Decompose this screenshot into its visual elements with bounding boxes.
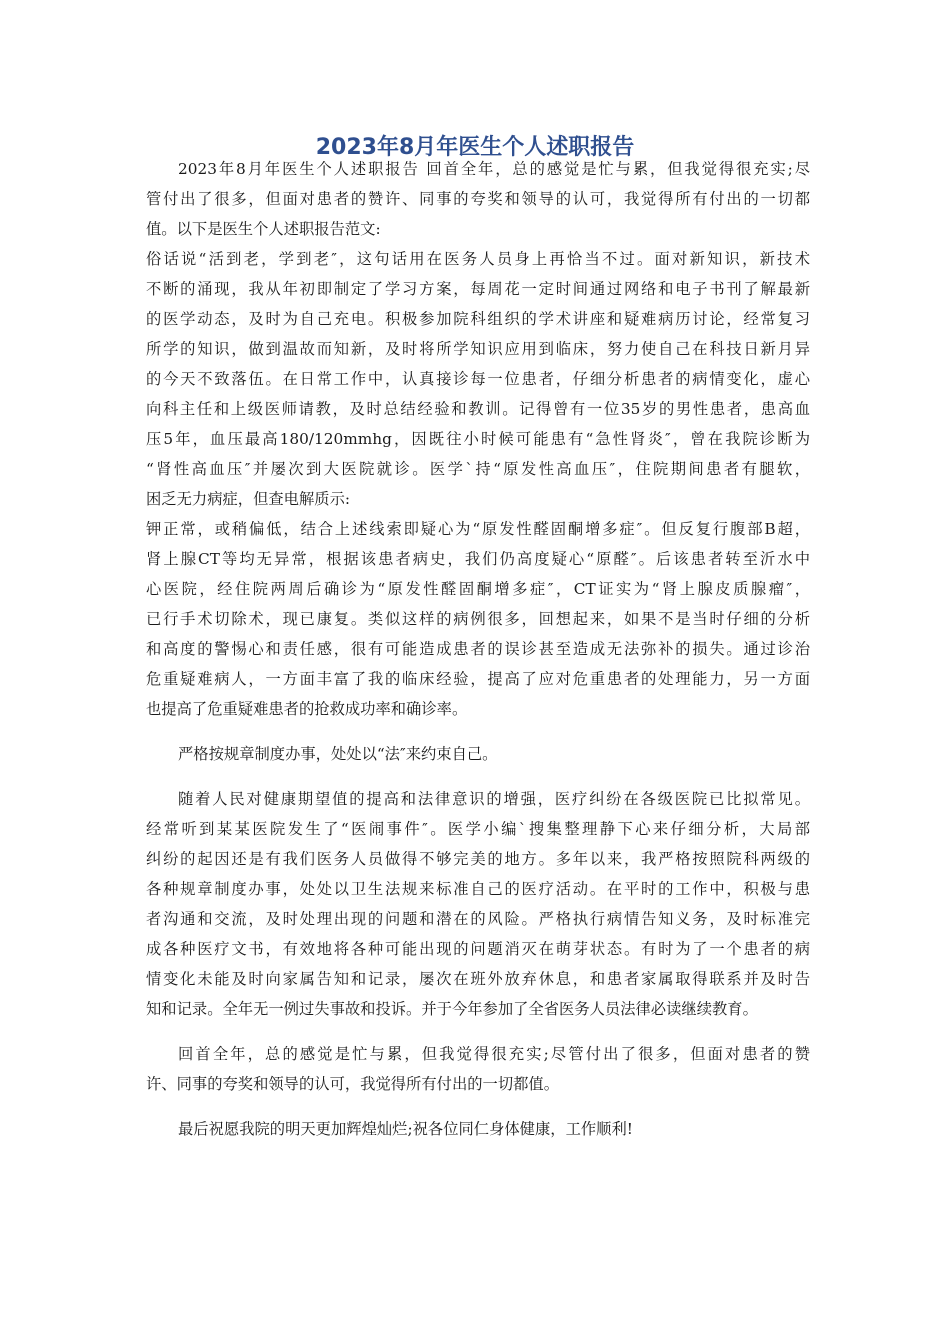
paragraph-line: 经常听到某某医院发生了“医闹事件″。医学小编`搜集整理静下心来仔细分析，大局部 [146,820,810,838]
paragraph-line: 向科主任和上级医师请教，及时总结经验和教训。记得曾有一位35岁的男性患者，患高血 [146,400,810,418]
paragraph-line: 心医院，经住院两周后确诊为“原发性醛固酮增多症″，CT证实为“肾上腺皮质腺瘤″， [146,580,810,598]
paragraph-line: 不断的涌现，我从年初即制定了学习方案，每周花一定时间通过网络和电子书刊了解最新 [146,280,810,298]
paragraph-line: 情变化未能及时向家属告知和记录，屡次在班外放弃休息，和患者家属取得联系并及时告 [146,970,810,988]
paragraph-line: 纠纷的起因还是有我们医务人员做得不够完美的地方。多年以来，我严格按照院科两级的 [146,850,810,868]
paragraph-line: 成各种医疗文书，有效地将各种可能出现的问题消灭在萌芽状态。有时为了一个患者的病 [146,940,810,958]
paragraph-line: 已行手术切除术，现已康复。类似这样的病例很多，回想起来，如果不是当时仔细的分析 [146,610,810,628]
page-title: 2023年8月年医生个人述职报告 [315,135,635,160]
paragraph-line: 各种规章制度办事，处处以卫生法规来标准自己的医疗活动。在平时的工作中，积极与患 [146,880,810,898]
paragraph-line: 者沟通和交流，及时处理出现的问题和潜在的风险。严格执行病情告知义务，及时标准完 [146,910,810,928]
paragraph-line: 的医学动态，及时为自己充电。积极参加院科组织的学术讲座和疑难病历讨论，经常复习 [146,310,810,328]
paragraph-line: 的今天不致落伍。在日常工作中，认真接诊每一位患者，仔细分析患者的病情变化，虚心 [146,370,810,388]
paragraph-line: 管付出了很多，但面对患者的赞许、同事的夸奖和领导的认可，我觉得所有付出的一切都 [146,190,810,208]
paragraph-line: 严格按规章制度办事，处处以“法″来约束自己。 [178,745,498,763]
paragraph-line: 和高度的警惕心和责任感，很有可能造成患者的误诊甚至造成无法弥补的损失。通过诊治 [146,640,810,658]
paragraph-line: 危重疑难病人，一方面丰富了我的临床经验，提高了应对危重患者的处理能力，另一方面 [146,670,810,688]
paragraph-line: 俗话说“活到老，学到老″，这句话用在医务人员身上再恰当不过。面对新知识，新技术 [146,250,810,268]
paragraph-line: 值。以下是医生个人述职报告范文: [146,220,381,238]
paragraph-line: “肾性高血压″并屡次到大医院就诊。医学`持“原发性高血压″，住院期间患者有腿软， [146,460,810,478]
paragraph-line: 2023年8月年医生个人述职报告 回首全年，总的感觉是忙与累，但我觉得很充实;尽 [178,160,810,178]
paragraph-line: 回首全年，总的感觉是忙与累，但我觉得很充实;尽管付出了很多，但面对患者的赞 [178,1045,810,1063]
paragraph-line: 钾正常，或稍偏低，结合上述线索即疑心为“原发性醛固酮增多症″。但反复行腹部B超， [146,520,810,538]
paragraph-line: 所学的知识，做到温故而知新，及时将所学知识应用到临床，努力使自己在科技日新月异 [146,340,810,358]
paragraph-line: 最后祝愿我院的明天更加辉煌灿烂;祝各位同仁身体健康，工作顺利! [178,1120,633,1138]
paragraph-line: 知和记录。全年无一例过失事故和投诉。并于今年参加了全省医务人员法律必读继续教育。 [146,1000,758,1018]
paragraph-line: 肾上腺CT等均无异常，根据该患者病史，我们仍高度疑心“原醛″。后该患者转至沂水中 [146,550,810,568]
paragraph-line: 许、同事的夸奖和领导的认可，我觉得所有付出的一切都值。 [146,1075,560,1093]
paragraph-line: 也提高了危重疑难患者的抢救成功率和确诊率。 [146,700,468,718]
paragraph-line: 压5年，血压最高180/120mmhg，因既往小时候可能患有“急性肾炎″，曾在我院诊断为 [146,430,810,448]
paragraph-line: 随着人民对健康期望值的提高和法律意识的增强，医疗纠纷在各级医院已比拟常见。 [178,790,810,808]
paragraph-line: 困乏无力病症，但查电解质示: [146,490,351,508]
